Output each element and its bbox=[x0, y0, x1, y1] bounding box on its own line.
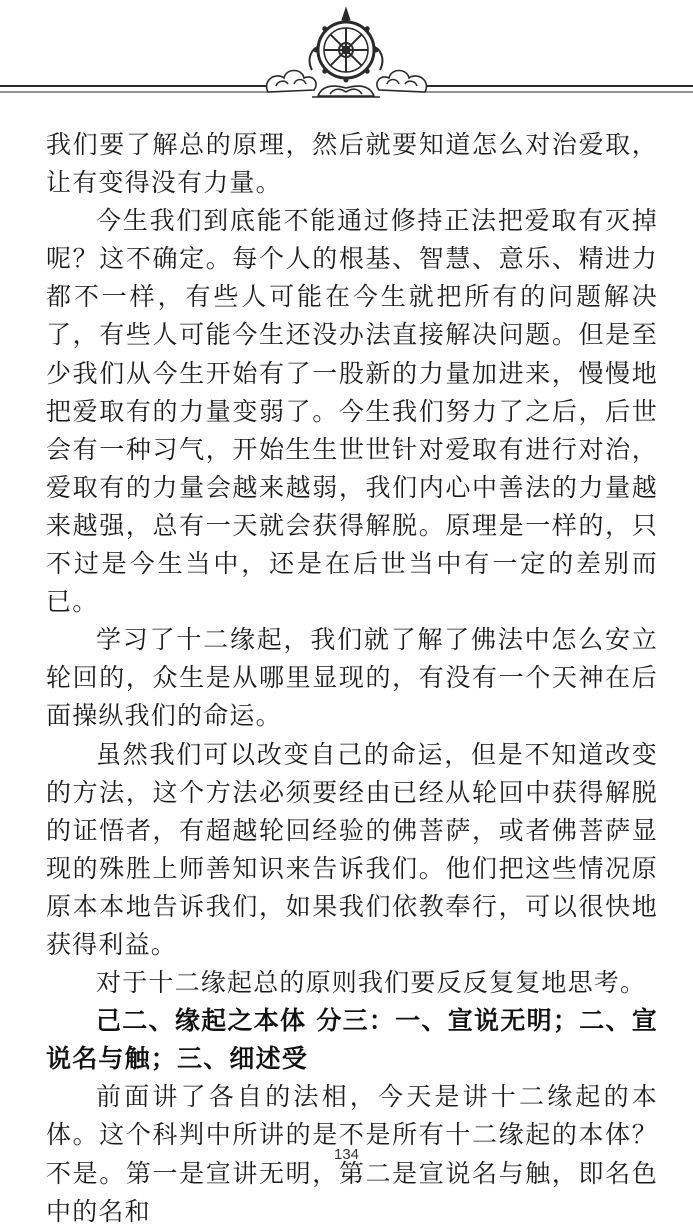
paragraph-5: 对于十二缘起总的原则我们要反反复复地思考。 bbox=[96, 968, 647, 998]
cloud-right-icon bbox=[377, 71, 427, 93]
paragraph-2: 今生我们到底能不能通过修持正法把爱取有灭掉呢？这不确定。每个人的根基、智慧、意乐、精进力都不一样，有些人可能在今生就把所有的问题解决了，有些人可能今生还没办法直接解决问题。但是至少我们从今生开始有了一股新的力量加进来，慢慢地把爱取有的力量变弱了。今生我们努力了之后，后世会有一种习气，开始生生世世针对爱取有进行对治，爱取有的力量会越来越弱，我们内心中善法的力量越来越强，总有一天就会获得解脱。原理是一样的，只不过是今生当中，还是在后世当中有一定的差别而已。 bbox=[46, 206, 658, 617]
paragraph-6: 前面讲了各自的法相，今天是讲十二缘起的本体。这个科判中所讲的是不是所有十二缘起的本体？不是。第一是宣讲无明，第二是宣说名与触，即名色中的名和 bbox=[46, 1082, 658, 1226]
cloud-left-icon bbox=[267, 71, 317, 93]
paragraph-3: 学习了十二缘起，我们就了解了佛法中怎么安立轮回的，众生是从哪里显现的，有没有一个天神在后面操纵我们的命运。 bbox=[46, 625, 658, 731]
page-number: 134 bbox=[333, 1146, 360, 1163]
paragraph-1: 我们要了解总的原理，然后就要知道怎么对治爱取，让有变得没有力量。 bbox=[46, 130, 658, 198]
section-heading: 己二、缘起之本体 分三：一、宣说无明；二、宣说名与触；三、细述受 bbox=[46, 1006, 658, 1074]
page-header-ornament bbox=[0, 0, 693, 110]
lotus-base-icon bbox=[312, 86, 380, 97]
paragraph-4: 虽然我们可以改变自己的命运，但是不知道改变的方法，这个方法必须要经由已经从轮回中获得解脱的证悟者，有超越轮回经验的佛菩萨，或者佛菩萨显现的殊胜上师善知识来告诉我们。他们把这些情况原原本本地告诉我们，如果我们依教奉行，可以很快地获得利益。 bbox=[46, 739, 658, 959]
dharma-wheel-icon bbox=[310, 8, 383, 83]
dharma-wheel-ornament-icon bbox=[0, 0, 693, 110]
body-text bbox=[46, 126, 658, 1231]
